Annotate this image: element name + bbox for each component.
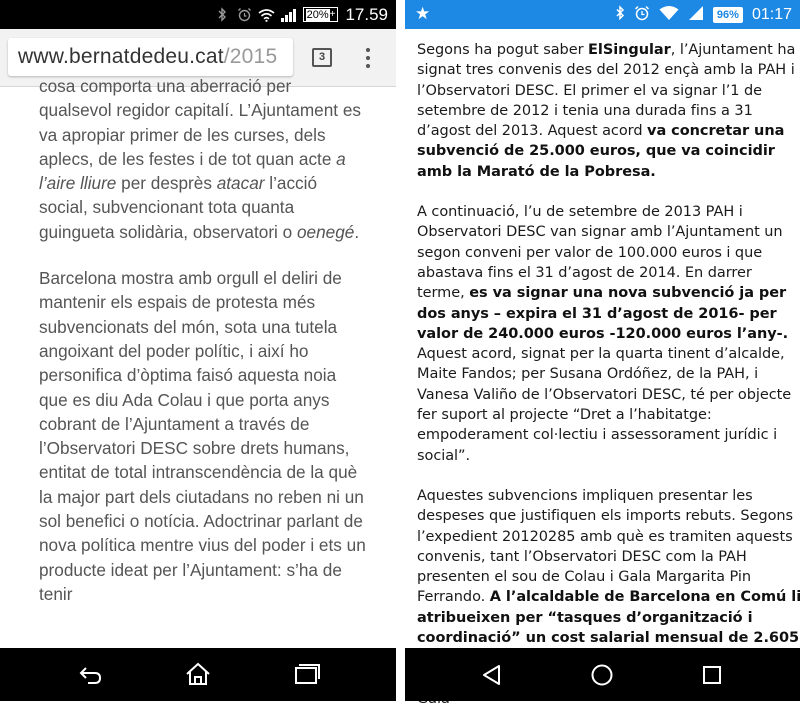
url-bar[interactable]: [8, 38, 293, 76]
article-paragraph: [417, 40, 802, 182]
tab-switcher-button[interactable]: 3: [312, 48, 332, 67]
signal-icon: [688, 5, 704, 25]
home-icon[interactable]: [589, 662, 615, 688]
article-content: [39, 76, 369, 647]
left-nav-bar: [0, 648, 396, 701]
bold-text: ElSingular: [588, 42, 671, 58]
bluetooth-icon: [615, 5, 625, 25]
partial-top-line: cosa comporta una aberració per: [39, 76, 292, 96]
italic-text: atacar: [216, 173, 265, 194]
battery-icon: 20% +: [303, 7, 339, 22]
italic-text: oenegé: [296, 221, 355, 242]
overflow-menu-icon[interactable]: [363, 46, 373, 70]
text-run: A continuació, l’u de setembre de 2013 PAH i Observatori DESC van signar amb l’Ajuntament un segon conveni per valor de 100.000 euros i que abastava fins el 31 d’agost de 2014. En darrer terme,: [417, 204, 783, 302]
recents-icon[interactable]: [292, 662, 320, 686]
italic-text: a l’aire lliure: [39, 148, 346, 194]
right-phone-screen: [405, 0, 800, 701]
signal-icon: [281, 8, 296, 22]
bold-text: A l’alcaldable de Barcelona en Comú li atribueixen per “tasques d’organització i coordinació” un cost salarial mensual de 2.605: [417, 589, 802, 647]
alarm-icon: [634, 5, 650, 25]
text-run: .: [354, 221, 360, 242]
status-time: 01:17: [751, 5, 792, 23]
alarm-icon: [237, 7, 252, 22]
wifi-icon: [659, 5, 679, 25]
battery-icon: 96%: [713, 7, 743, 23]
star-icon: ★: [415, 4, 431, 24]
wifi-icon: [259, 7, 274, 22]
article-paragraph: [417, 202, 802, 466]
text-run: , l’Ajuntament ha signat tres convenis des del 2012 ençà amb la PAH i l’Observatori DESC. El primer el va signar l’1 de setembre de 2012 i tenia una durada fins a 31 d’agost del 2013. Aquest acord: [417, 42, 796, 140]
text-run: Segons ha pogut saber: [417, 42, 589, 58]
text-run: Aquestes subvencions impliquen presentar les despeses que justifiquen els imports rebuts. Segons l’expedient 20120285 amb què es tramiten aquests convenis, tant l’Observatori DESC com la PAH presenten el sou de Colau i Gala Margarita Pin Ferrando.: [417, 487, 794, 606]
right-status-bar: [405, 0, 800, 29]
article-content: [417, 40, 802, 648]
article-paragraph: [39, 98, 369, 244]
screenshot-divider: [396, 0, 405, 701]
url-domain: www.bernatdedeu.cat: [18, 45, 224, 68]
left-status-bar: [0, 0, 396, 29]
url-text: [18, 45, 277, 69]
text-run: per desprès: [116, 173, 217, 194]
text-run: qualsevol regidor capitalí. L’Ajuntament es va apropiar primer de les curses, dels aplecs, de les festes i de tot quan acte: [39, 100, 361, 169]
status-time: 17.59: [345, 4, 388, 24]
home-icon[interactable]: [184, 662, 212, 686]
text-run: l’acció social, subvencionant tota quanta guingueta solidària, observatori o: [39, 173, 318, 242]
url-path: /2015: [223, 45, 278, 68]
right-nav-bar: [405, 648, 800, 701]
bold-text: va concretar una subvenció de 25.000 euros, que va coincidir amb la Marató de la Pobresa.: [417, 123, 785, 180]
battery-percent: 20%: [306, 8, 329, 21]
back-icon[interactable]: [76, 662, 104, 686]
back-icon[interactable]: [479, 662, 505, 688]
text-run: Aquest acord, signat per la quarta tinent d’alcalde, Maite Fandos; per Susana Ordóñez, de la PAH, i Vanesa Valiño de l’Observatori DESC, té per objecte fer suport al projecte “Dret a l’habitatge: empoderament col·lectiu i assessorament jurídic i social”.: [417, 346, 792, 464]
recents-icon[interactable]: [699, 662, 725, 688]
left-phone-screen: [0, 0, 396, 701]
bold-text: es va signar una nova subvenció ja per dos anys – expira el 31 d’agost de 2016- per valor de 240.000 euros -120.000 euros l’any-.: [417, 285, 789, 342]
bluetooth-icon: [215, 7, 230, 22]
article-paragraph: Barcelona mostra amb orgull el deliri de mantenir els espais de protesta més subvencionats del món, sota una tutela angoixant del poder polític, i així ho personifica d’òptima faisó aquesta noia que es diu Ada Colau i que porta anys cobrant de l’Ajuntament a través de l’Observatori DESC sobre drets humans, entitat de total intranscendència de la què la major part dels ciutadans no reben ni un sol benefici o notícia. Adoctrinar parlant de nova política mentre vius del poder i ets un producte ideat per l’Ajuntament: s’ha de tenir: [39, 268, 366, 604]
